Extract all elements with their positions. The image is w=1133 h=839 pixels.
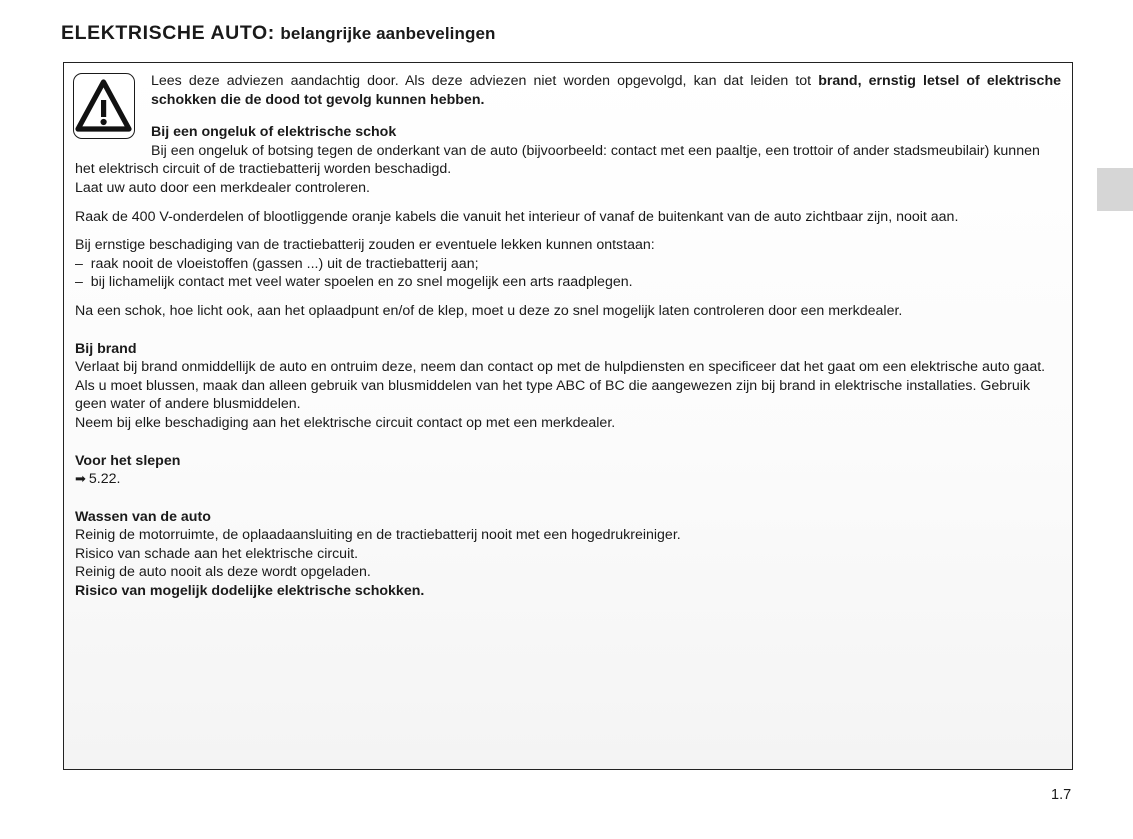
section-heading-towing: Voor het slepen — [75, 452, 181, 469]
warning-box-content — [64, 63, 1072, 769]
section-washing-body — [75, 526, 1061, 600]
accident-line-1: Bij een ongeluk of botsing tegen de onderkant van de auto (bijvoorbeeld: contact met een paaltje, een trottoir of ander stadsmeubilair) kunnen het elektrisch circuit of de tractiebatterij worden beschadigd. — [75, 142, 1040, 178]
fire-line-1: Verlaat bij brand onmiddellijk de auto en ontruim deze, neem dan contact op met de hulpdiensten en specificeer dat het gaat om een elektrische auto gaat. — [75, 359, 1046, 376]
battery-leaks-list — [75, 255, 1061, 292]
list-item — [75, 273, 1061, 292]
paragraph-battery-leaks-intro: Bij ernstige beschadiging van de tractiebatterij zouden er eventuele lekken kunnen ontstaan: — [75, 237, 655, 254]
warning-box — [63, 62, 1073, 770]
paragraph-high-voltage-parts: Raak de 400 V-onderdelen of blootliggende oranje kabels die vanuit het interieur of vanaf de buitenkant van de auto zichtbaar zijn, nooit aan. — [75, 208, 959, 225]
list-item — [75, 255, 1061, 274]
page-title-main: ELEKTRISCHE AUTO: — [61, 22, 275, 44]
section-accident-body — [75, 142, 1061, 198]
washing-line-3: Reinig de auto nooit als deze wordt opgeladen. — [75, 564, 371, 581]
page-title-sub: belangrijke aanbevelingen — [280, 24, 496, 43]
list-item-label: bij lichamelijk contact met veel water spoelen en zo snel mogelijk een arts raadplegen. — [90, 274, 633, 291]
page-number: 1.7 — [1051, 787, 1072, 803]
section-heading-fire: Bij brand — [75, 340, 137, 357]
washing-warning-bold: Risico van mogelijk dodelijke elektrische schokken. — [75, 583, 425, 600]
lead-text-bold: brand, ernstig letsel of elektrische schokken die de dood tot gevolg kunnen hebben. — [151, 73, 1062, 108]
paragraph-after-shock: Na een schok, hoe licht ook, aan het oplaadpunt en/of de klep, moet u deze zo snel mogelijk laten controleren door een merkdealer. — [75, 302, 903, 319]
section-heading-washing: Wassen van de auto — [75, 508, 211, 525]
accident-line-2: Laat uw auto door een merkdealer controleren. — [75, 179, 370, 196]
chapter-index-tab — [1097, 168, 1133, 211]
washing-line-1: Reinig de motorruimte, de oplaadaansluiting en de tractiebatterij nooit met een hogedrukreiniger. — [75, 527, 681, 544]
section-fire-body — [75, 358, 1061, 432]
towing-cross-reference — [75, 470, 1061, 489]
list-item-label: raak nooit de vloeistoffen (gassen ...) uit de tractiebatterij aan; — [90, 255, 479, 272]
arrow-right-icon: ➡ — [75, 471, 86, 487]
page-title — [61, 22, 495, 45]
towing-reference-label: 5.22. — [88, 471, 121, 488]
lead-paragraph — [151, 72, 1061, 109]
section-heading-accident: Bij een ongeluk of elektrische schok — [151, 124, 397, 141]
washing-line-2: Risico van schade aan het elektrische circuit. — [75, 545, 359, 562]
fire-line-2: Als u moet blussen, maak dan alleen gebruik van blusmiddelen van het type ABC of BC die aangewezen zijn bij brand in elektrische installaties. Gebruik geen water of andere blusmiddelen. — [75, 377, 1031, 413]
warning-triangle-icon — [73, 73, 135, 139]
dash-marker: – — [75, 274, 83, 291]
fire-line-3: Neem bij elke beschadiging aan het elektrische circuit contact op met een merkdealer. — [75, 414, 616, 431]
lead-text-plain: Lees deze adviezen aandachtig door. Als deze adviezen niet worden opgevolgd, kan dat leiden tot — [151, 73, 819, 89]
dash-marker: – — [75, 255, 83, 272]
